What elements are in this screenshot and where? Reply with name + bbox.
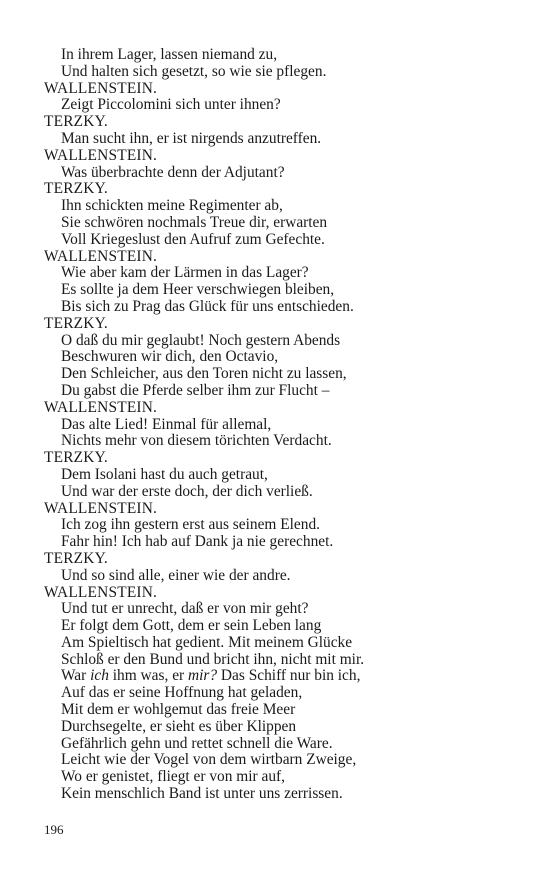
speaker-name: WALLENSTEIN. — [44, 499, 158, 517]
verse-line: Durchsegelte, er sieht es über Klippen — [61, 717, 297, 735]
verse-line: Man sucht ihn, er ist nirgends anzutreffen. — [61, 129, 322, 147]
speaker-name: TERZKY. — [44, 180, 108, 198]
verse-line: Und tut er unrecht, daß er von mir geht? — [61, 600, 309, 618]
page-number: 196 — [44, 822, 64, 837]
verse-line: Leicht wie der Vogel von dem wirtbarn Zweige, — [61, 751, 357, 769]
play-text — [44, 47, 514, 803]
speaker-name: WALLENSTEIN. — [44, 79, 158, 97]
verse-line: Auf das er seine Hoffnung hat geladen, — [61, 684, 303, 702]
verse-line: O daß du mir geglaubt! Noch gestern Abends — [61, 331, 341, 349]
verse-line: Zeigt Piccolomini sich unter ihnen? — [61, 96, 281, 114]
verse-line: Beschwuren wir dich, den Octavio, — [61, 348, 279, 366]
speaker-name: WALLENSTEIN. — [44, 583, 158, 601]
verse-line: Den Schleicher, aus den Toren nicht zu lassen, — [61, 365, 347, 383]
verse-line: In ihrem Lager, lassen niemand zu, — [61, 46, 278, 63]
speaker-name: WALLENSTEIN. — [44, 146, 158, 164]
verse-line: Es sollte ja dem Heer verschwiegen bleiben, — [61, 281, 335, 299]
verse-line: Er folgt dem Gott, dem er sein Leben lang — [61, 617, 322, 635]
speaker-name: WALLENSTEIN. — [44, 398, 158, 416]
verse-line: Fahr hin! Ich hab auf Dank ja nie gerechnet. — [61, 533, 334, 551]
verse-line: Am Spieltisch hat gedient. Mit meinem Glücke — [61, 633, 353, 651]
verse-line: Wie aber kam der Lärmen in das Lager? — [61, 264, 309, 282]
italic-word: ich — [90, 667, 109, 685]
italic-word: mir? — [188, 667, 218, 685]
verse-line: Nichts mehr von diesem törichten Verdacht. — [61, 432, 332, 450]
verse-line — [44, 668, 514, 685]
verse-line: Und war der erste doch, der dich verließ. — [61, 482, 313, 500]
verse-line: Und halten sich gesetzt, so wie sie pflegen. — [61, 62, 327, 80]
speaker-name: TERZKY. — [44, 113, 108, 131]
verse-line: Mit dem er wohlgemut das freie Meer — [61, 701, 296, 719]
verse-line: Das alte Lied! Einmal für allemal, — [61, 415, 272, 433]
verse-line: Ich zog ihn gestern erst aus seinem Elend. — [61, 516, 320, 534]
verse-line: Was überbrachte denn der Adjutant? — [61, 163, 285, 181]
speaker-name: TERZKY. — [44, 549, 108, 567]
verse-line: Du gabst die Pferde selber ihm zur Flucht – — [61, 381, 330, 399]
verse-line: Sie schwören nochmals Treue dir, erwarten — [61, 213, 328, 231]
verse-line: Und so sind alle, einer wie der andre. — [61, 566, 291, 584]
verse-line: Dem Isolani hast du auch getraut, — [61, 465, 268, 483]
verse-line: Schloß er den Bund und bricht ihn, nicht mit mir. — [61, 650, 365, 668]
speaker-name: WALLENSTEIN. — [44, 247, 158, 265]
speaker-name: TERZKY. — [44, 314, 108, 332]
verse-line: Ihn schickten meine Regimenter ab, — [61, 197, 283, 215]
text-segment: Das Schiff nur bin ich, — [217, 667, 361, 685]
verse-line: Bis sich zu Prag das Glück für uns entschieden. — [61, 297, 354, 315]
text-segment: ihm was, er — [108, 667, 188, 685]
verse-line: Kein menschlich Band ist unter uns zerrissen. — [61, 785, 343, 803]
verse-line: Wo er genistet, fliegt er von mir auf, — [61, 768, 285, 786]
verse-line: Gefährlich gehn und rettet schnell die Ware. — [61, 734, 333, 752]
verse-line: Voll Kriegeslust den Aufruf zum Gefechte. — [61, 230, 325, 248]
speaker-name: TERZKY. — [44, 449, 108, 467]
text-segment: War — [61, 667, 91, 685]
